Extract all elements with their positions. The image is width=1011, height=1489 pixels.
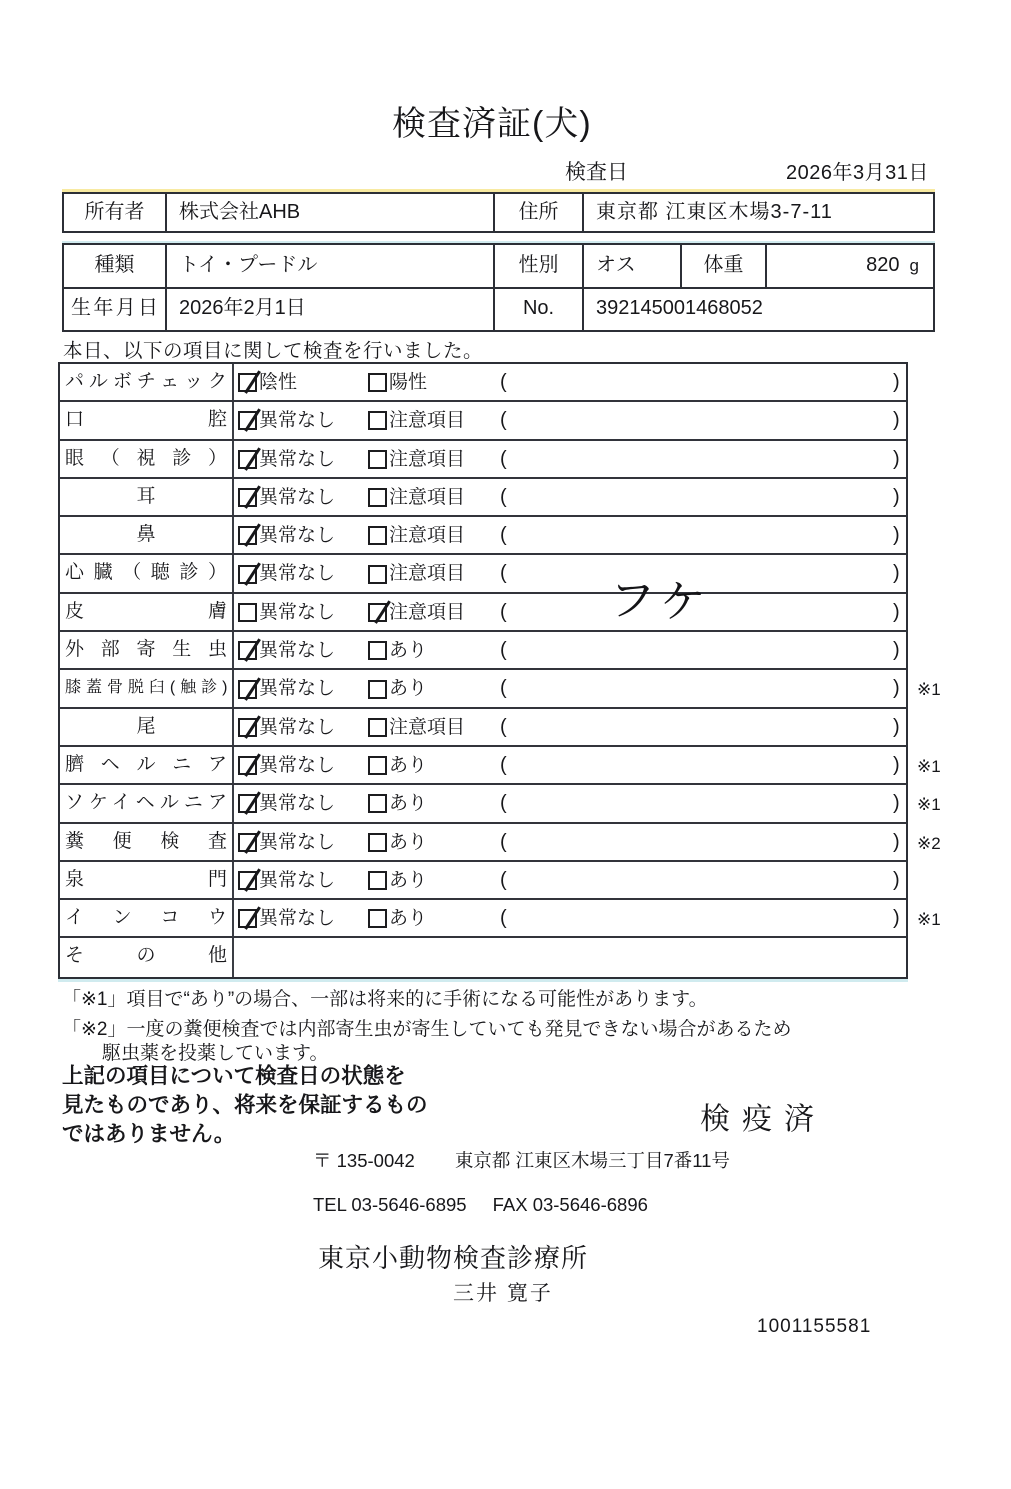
option-normal-label: 異常なし: [259, 678, 336, 700]
checkbox-normal: [238, 488, 257, 507]
paren-close: ): [893, 715, 900, 738]
disclaimer-line-1: 上記の項目について検査日の状態を: [62, 1064, 406, 1088]
inspection-item-label: パルボチェック: [60, 364, 234, 400]
inspection-row: [60, 441, 906, 479]
inspection-row: [60, 364, 906, 402]
reference-mark: ※2: [917, 833, 941, 853]
inspection-item-label: 膝蓋骨脱臼(触診): [60, 670, 234, 706]
owner-table: [62, 192, 935, 233]
clinic-fax: FAX 03-5646-6896: [492, 1194, 648, 1215]
inspection-row: [60, 517, 906, 555]
disclaimer-line-2: 見たものであり、将来を保証するもの: [62, 1093, 428, 1117]
option-normal-label: 異常なし: [259, 716, 336, 738]
checkbox-normal: [238, 373, 257, 392]
weight-cell: [767, 245, 933, 287]
inspection-row: [60, 900, 941, 938]
inspection-table-body: [60, 364, 941, 977]
inspection-item-label: 口腔: [60, 402, 234, 438]
option-attention-label: あり: [389, 831, 428, 853]
inspection-item-label: 泉門: [60, 862, 234, 898]
owner-value: 株式会社AHB: [167, 194, 495, 231]
paren-open: (: [500, 830, 507, 853]
inspection-row: [60, 862, 906, 900]
quarantine-stamp: 検疫済: [700, 1103, 826, 1136]
inspection-row: [60, 747, 941, 785]
paren-close: ): [893, 409, 900, 432]
checkbox-attention: [368, 641, 387, 660]
owner-label: 所有者: [64, 194, 167, 231]
serial-number: 1001155581: [757, 1316, 872, 1337]
weight-unit: g: [909, 256, 919, 275]
option-normal-label: 異常なし: [259, 410, 336, 432]
inspection-item-label: 心臓（聴診）: [60, 555, 234, 591]
checkbox-attention: [368, 833, 387, 852]
inspection-item-label: 眼（視診）: [60, 441, 234, 477]
paren-open: (: [500, 409, 507, 432]
reference-mark: ※1: [917, 680, 941, 700]
option-normal-label: 異常なし: [259, 486, 336, 508]
veterinarian-name: 三井 寛子: [453, 1282, 553, 1305]
option-normal-label: 異常なし: [259, 525, 336, 547]
checkbox-normal: [238, 603, 257, 622]
breed-label: 種類: [64, 245, 167, 287]
sex-value: オス: [584, 245, 682, 287]
option-attention-label: あり: [389, 640, 428, 662]
inspection-item-label: 臍ヘルニア: [60, 747, 234, 783]
checkbox-attention: [368, 871, 387, 890]
birth-label: 生年月日: [64, 289, 167, 330]
inspection-item-label: 皮膚: [60, 594, 234, 630]
inspection-row: [60, 824, 941, 862]
inspection-row: [60, 479, 906, 517]
checkbox-normal: [238, 833, 257, 852]
disclaimer-line-3: ではありません。: [62, 1122, 236, 1146]
paren-open: (: [500, 907, 507, 930]
paren-close: ): [893, 600, 900, 623]
paren-close: ): [893, 907, 900, 930]
inspection-item-label: 糞便検査: [60, 824, 234, 860]
checkbox-normal: [238, 680, 257, 699]
inspection-row-content: [234, 670, 941, 706]
paren-close: ): [893, 753, 900, 776]
clinic-name: 東京小動物検査診療所: [318, 1243, 589, 1273]
checkbox-normal: [238, 718, 257, 737]
inspection-row-content: [234, 517, 906, 553]
weight-label: 体重: [682, 245, 767, 287]
checkbox-normal: [238, 411, 257, 430]
inspection-row: [60, 938, 906, 976]
footnote-1: 「※1」項目で“あり”の場合、一部は将来的に手術になる可能性があります。: [62, 989, 708, 1010]
option-normal-label: 異常なし: [259, 601, 336, 623]
inspection-item-label: ソケイヘルニア: [60, 785, 234, 821]
document-title: 検査済証(犬): [392, 105, 592, 143]
option-attention-label: あり: [389, 754, 428, 776]
inspection-row: [60, 785, 941, 823]
option-attention-label: 注意項目: [389, 486, 466, 508]
inspection-item-label: 鼻: [60, 517, 234, 553]
checkbox-attention: [368, 718, 387, 737]
paren-open: (: [500, 447, 507, 470]
checkbox-attention: [368, 756, 387, 775]
checkbox-attention: [368, 373, 387, 392]
option-normal-label: 異常なし: [259, 448, 336, 470]
option-normal-label: 異常なし: [259, 869, 336, 891]
weight-value: 820: [866, 254, 900, 276]
address-label: 住所: [495, 194, 584, 231]
option-attention-label: 陽性: [389, 372, 428, 393]
paren-close: ): [893, 868, 900, 891]
inspection-item-label: 尾: [60, 709, 234, 745]
pet-table: [62, 243, 935, 332]
handwritten-note: フケ: [608, 573, 713, 629]
inspection-row-content: [234, 824, 941, 860]
option-attention-label: 注意項目: [389, 525, 466, 547]
inspection-row-content: [234, 364, 906, 400]
paren-open: (: [500, 562, 507, 585]
inspection-row: [60, 709, 906, 747]
option-attention-label: 注意項目: [389, 563, 466, 585]
paren-close: ): [893, 371, 900, 393]
inspection-row-content: [234, 573, 906, 630]
paren-open: (: [500, 371, 507, 393]
inspection-table: [58, 362, 941, 979]
inspection-row-content: [234, 441, 906, 477]
inspection-item-label: インコウ: [60, 900, 234, 936]
reference-mark: ※1: [917, 795, 941, 815]
option-attention-label: 注意項目: [389, 448, 466, 470]
option-normal-label: 陰性: [259, 372, 298, 393]
checkbox-attention: [368, 526, 387, 545]
checkbox-normal: [238, 450, 257, 469]
checkbox-attention: [368, 680, 387, 699]
checkbox-normal: [238, 756, 257, 775]
paren-open: (: [500, 485, 507, 508]
option-attention-label: あり: [389, 678, 428, 700]
inspection-row: [60, 402, 906, 440]
checkbox-normal: [238, 871, 257, 890]
pet-row-2: [64, 289, 933, 330]
disclaimer-text: [62, 1062, 428, 1149]
checkbox-normal: [238, 794, 257, 813]
paren-open: (: [500, 868, 507, 891]
option-attention-label: あり: [389, 908, 428, 930]
paren-open: (: [500, 715, 507, 738]
inspection-row-content: [234, 900, 941, 936]
postal-line: [313, 1147, 730, 1173]
inspection-row: [60, 632, 906, 670]
paren-open: (: [500, 753, 507, 776]
paren-close: ): [893, 639, 900, 662]
reference-mark: ※1: [917, 910, 941, 930]
option-attention-label: 注意項目: [389, 716, 466, 738]
paren-close: ): [893, 524, 900, 547]
option-normal-label: 異常なし: [259, 640, 336, 662]
checkbox-attention: [368, 794, 387, 813]
paren-close: ): [893, 792, 900, 815]
paren-close: ): [893, 562, 900, 585]
option-normal-label: 異常なし: [259, 563, 336, 585]
paren-close: ): [893, 485, 900, 508]
inspection-item-label: その他: [60, 938, 234, 976]
inspection-row-content: [234, 747, 941, 783]
footnote-2-continuation: 駆虫薬を投薬しています。: [102, 1043, 329, 1064]
option-attention-label: 注意項目: [389, 410, 466, 432]
inspection-row-content: [234, 402, 906, 438]
postal-code: 〒 135-0042: [313, 1150, 415, 1171]
sex-label: 性別: [495, 245, 584, 287]
inspection-row-content: [234, 709, 906, 745]
inspection-row-content: [234, 479, 906, 515]
option-normal-label: 異常なし: [259, 793, 336, 815]
paren-open: (: [500, 524, 507, 547]
tel-line: [313, 1194, 648, 1216]
checkbox-attention: [368, 411, 387, 430]
clinic-address: 東京都 江東区木場三丁目7番11号: [454, 1150, 730, 1171]
option-attention-label: あり: [389, 793, 428, 815]
inspection-row-content: [234, 785, 941, 821]
option-attention-label: 注意項目: [389, 601, 466, 623]
intro-text: 本日、以下の項目に関して検査を行いました。: [63, 340, 484, 362]
checkbox-attention: [368, 450, 387, 469]
checkbox-attention: [368, 603, 387, 622]
paren-close: ): [893, 677, 900, 700]
pet-row-1: [64, 245, 933, 289]
checkbox-normal: [238, 565, 257, 584]
option-normal-label: 異常なし: [259, 831, 336, 853]
no-value: 392145001468052: [596, 297, 763, 319]
checkbox-normal: [238, 909, 257, 928]
paren-close: ): [893, 447, 900, 470]
breed-value: トイ・プードル: [167, 245, 495, 287]
inspection-item-label: 耳: [60, 479, 234, 515]
checkbox-normal: [238, 641, 257, 660]
inspection-row: [60, 555, 906, 593]
paren-open: (: [500, 677, 507, 700]
exam-date-value: 2026年3月31日: [786, 162, 929, 184]
paren-close: ): [893, 830, 900, 853]
checkbox-attention: [368, 565, 387, 584]
address-value: 東京都 江東区木場3-7-11: [596, 201, 833, 223]
paren-open: (: [500, 600, 507, 623]
inspection-row-content: [234, 555, 906, 591]
checkbox-attention: [368, 488, 387, 507]
no-label: No.: [495, 289, 584, 330]
paren-open: (: [500, 792, 507, 815]
footnote-2: 「※2」一度の糞便検査では内部寄生虫が寄生していても発見できない場合があるため: [62, 1019, 792, 1040]
checkbox-attention: [368, 909, 387, 928]
reference-mark: ※1: [917, 756, 941, 776]
birth-value: 2026年2月1日: [167, 289, 495, 330]
inspection-row-content: [234, 632, 906, 668]
inspection-row-content: [234, 862, 906, 898]
inspection-item-label: 外部寄生虫: [60, 632, 234, 668]
option-normal-label: 異常なし: [259, 908, 336, 930]
inspection-row: [60, 670, 941, 708]
clinic-tel: TEL 03-5646-6895: [313, 1194, 467, 1215]
option-normal-label: 異常なし: [259, 754, 336, 776]
exam-date-label: 検査日: [565, 161, 628, 184]
checkbox-normal: [238, 526, 257, 545]
option-attention-label: あり: [389, 869, 428, 891]
owner-row: [64, 194, 933, 231]
inspection-row-content: [234, 938, 906, 976]
paren-open: (: [500, 639, 507, 662]
